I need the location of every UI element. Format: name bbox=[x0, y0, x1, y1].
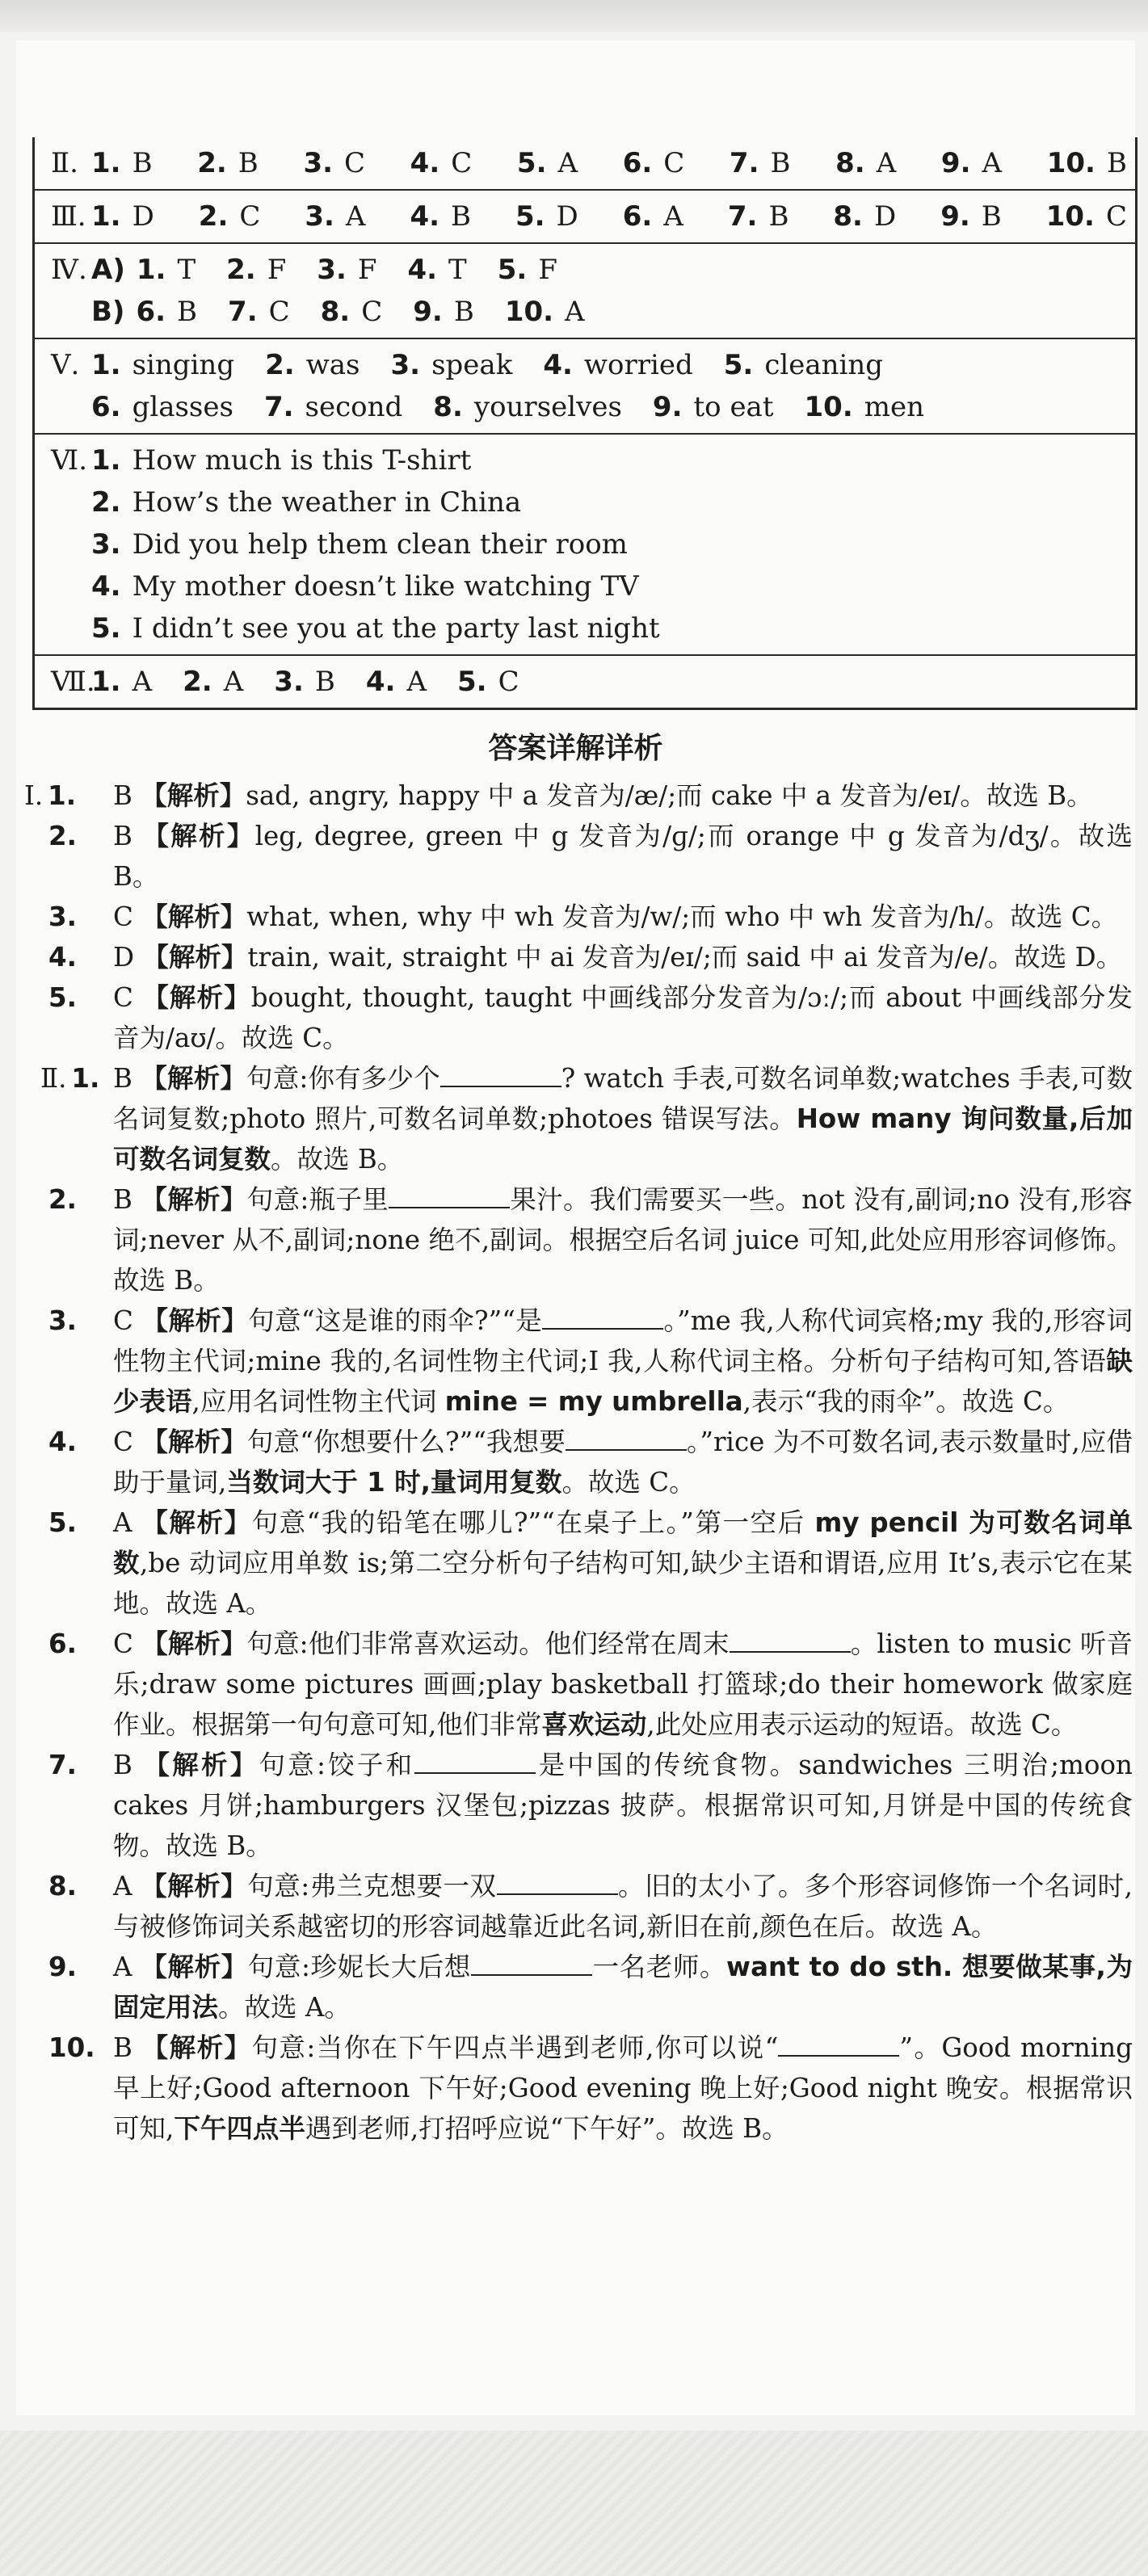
item-answer: C bbox=[1105, 200, 1127, 233]
item-number: 5. bbox=[457, 666, 487, 698]
answer-item bbox=[457, 666, 519, 698]
item-number: 5. bbox=[515, 200, 545, 233]
item-number: 7. bbox=[228, 296, 258, 328]
item-number: 2. bbox=[265, 349, 295, 381]
answer-items bbox=[91, 142, 1127, 184]
item-number: 2. bbox=[198, 200, 229, 233]
item-number: 3. bbox=[303, 147, 334, 179]
item-answer: How’s the weather in China bbox=[132, 486, 522, 519]
explanation-item: 3. C 【解析】句意“这是谁的雨伞?”“是 。”me 我,人称代词宾格;my 我的,形容词性物主代词;mine 我的,名词性物主代词;I 我,人称代词主格。分析句子结构可知,答语缺少表语,应用名词性物主代词 mine = my umbrella,表示“我的雨伞”。故选 C。 bbox=[48, 1305, 1133, 1417]
answer-item bbox=[197, 142, 259, 184]
item-answer: C bbox=[361, 296, 383, 328]
item-number: 9. bbox=[940, 200, 970, 233]
answer-blank bbox=[542, 1304, 663, 1330]
explanation-item: 3. C 【解析】what, when, why 中 wh 发音为/w/;而 who 中 wh 发音为/h/。故选 C。 bbox=[48, 901, 1118, 932]
item-answer: A bbox=[557, 147, 578, 179]
item-number: 6. bbox=[622, 147, 653, 179]
item-answer: A bbox=[223, 666, 244, 698]
item-number: 2. bbox=[226, 254, 256, 286]
item-number: 5. bbox=[497, 254, 528, 286]
answer-row-6 bbox=[35, 433, 1135, 654]
item-answer: cleaning bbox=[764, 349, 884, 381]
answer-item bbox=[183, 666, 243, 698]
item-number: 10. bbox=[1045, 200, 1095, 233]
answer-row-5 bbox=[35, 338, 1135, 433]
answer-item bbox=[264, 391, 402, 423]
item-answer: B bbox=[768, 200, 789, 233]
item-answer: D bbox=[556, 200, 578, 233]
item-answer: D bbox=[132, 200, 154, 233]
answer-item bbox=[410, 195, 471, 237]
section-label: Ⅴ. bbox=[51, 349, 80, 381]
answer-blank bbox=[440, 1061, 561, 1087]
item-number: 7. bbox=[727, 200, 758, 233]
item-answer: F bbox=[267, 254, 287, 286]
explanation-item: 7. B 【解析】句意:饺子和 是中国的传统食物。sandwiches 三明治;moon cakes 月饼;hamburgers 汉堡包;pizzas 披萨。根据常识可知,月饼是中国的传统食物。故选 B。 bbox=[48, 1750, 1133, 1861]
item-number: 4. bbox=[407, 254, 438, 286]
answer-row-3 bbox=[35, 189, 1135, 242]
answer-item bbox=[199, 195, 261, 237]
answer-item bbox=[835, 142, 896, 184]
item-number: 2. bbox=[91, 486, 121, 519]
item-answer: C bbox=[451, 147, 473, 179]
answer-item bbox=[321, 296, 383, 328]
answer-item bbox=[1046, 195, 1127, 237]
item-answer: D bbox=[873, 200, 897, 233]
answer-item bbox=[91, 391, 233, 423]
item-number: 10. bbox=[504, 296, 554, 328]
item-number: 9. bbox=[940, 147, 971, 179]
detail-explanations bbox=[24, 775, 1133, 2149]
explanation-item: 2. B 【解析】leg, degree, green 中 g 发音为/ɡ/;而 orange 中 g 发音为/dʒ/。故选 B。 bbox=[48, 821, 1133, 892]
answer-items bbox=[136, 291, 615, 333]
explanation-item: 5. C 【解析】bought, thought, taught 中画线部分发音为/ɔː/;而 about 中画线部分发音为/aʊ/。故选 C。 bbox=[48, 982, 1133, 1053]
answer-item bbox=[228, 296, 290, 328]
answer-row-2 bbox=[35, 137, 1135, 189]
item-answer: A bbox=[132, 666, 153, 698]
answer-item bbox=[940, 195, 1002, 237]
answer-item bbox=[91, 481, 521, 523]
item-number: 7. bbox=[729, 147, 759, 179]
item-answer: B bbox=[451, 200, 472, 233]
answer-item bbox=[303, 142, 365, 184]
part-label: A) bbox=[91, 254, 125, 286]
answer-blank bbox=[778, 2031, 899, 2057]
item-number: 4. bbox=[543, 349, 573, 381]
answer-item bbox=[91, 565, 639, 607]
item-answer: glasses bbox=[132, 391, 233, 423]
item-answer: A bbox=[876, 147, 897, 179]
item-answer: B bbox=[770, 147, 791, 179]
item-answer: I didn’t see you at the party last night bbox=[132, 612, 660, 645]
answer-item bbox=[91, 195, 154, 237]
item-answer: T bbox=[177, 254, 196, 286]
answer-blank bbox=[414, 1748, 536, 1774]
answer-row-7 bbox=[35, 654, 1135, 708]
explanation-item: 2. B 【解析】句意:瓶子里 果汁。我们需要买一些。not 没有,副词;no 没有,形容词;never 从不,副词;none 绝不,副词。根据空后名词 juice 可知,此处应用形容词修饰。故选 B。 bbox=[48, 1184, 1133, 1296]
answer-item bbox=[941, 142, 1002, 184]
sentence-line bbox=[51, 565, 1127, 607]
item-answer: B bbox=[314, 666, 335, 698]
section-label: Ⅲ. bbox=[51, 200, 86, 233]
answer-item bbox=[623, 195, 683, 237]
item-answer: worried bbox=[583, 349, 693, 381]
answer-item bbox=[517, 142, 578, 184]
item-answer: speak bbox=[431, 349, 513, 381]
item-number: 6. bbox=[136, 296, 166, 328]
item-answer: C bbox=[498, 666, 519, 698]
answer-item bbox=[407, 254, 466, 286]
item-answer: My mother doesn’t like watching TV bbox=[132, 570, 639, 603]
item-number: 1. bbox=[91, 200, 121, 233]
item-answer: T bbox=[448, 254, 467, 286]
answer-blank bbox=[566, 1425, 687, 1451]
detail-title: 答案详解详析 bbox=[488, 732, 663, 765]
item-number: 5. bbox=[91, 612, 121, 645]
answer-item bbox=[226, 254, 286, 286]
item-answer: C bbox=[268, 296, 290, 328]
answer-item bbox=[505, 296, 585, 328]
explanation-item: 5. A 【解析】句意“我的铅笔在哪儿?”“在桌子上。”第一空后 my pencil 为可数名词单数,be 动词应用单数 is;第二空分析句子结构可知,缺少主语和谓语,应用 It’s,表示它在某地。故选 A。 bbox=[48, 1507, 1133, 1619]
answer-item bbox=[317, 254, 376, 286]
item-number: 4. bbox=[410, 200, 440, 233]
item-number: 8. bbox=[320, 296, 351, 328]
item-number: 5. bbox=[723, 349, 754, 381]
item-answer: F bbox=[538, 254, 557, 286]
answer-item bbox=[413, 296, 474, 328]
explanation-item: 9. A 【解析】句意:珍妮长大后想 一名老师。want to do sth. 想要做某事,为固定用法。故选 A。 bbox=[48, 1952, 1133, 2023]
answer-blank bbox=[730, 1627, 851, 1653]
item-answer: A bbox=[406, 666, 427, 698]
item-answer: How much is this T-shirt bbox=[132, 444, 472, 477]
answer-item bbox=[498, 254, 557, 286]
item-answer: A bbox=[345, 200, 366, 233]
item-number: 2. bbox=[183, 666, 212, 698]
sentence-line bbox=[51, 523, 1127, 565]
answer-item bbox=[305, 195, 365, 237]
answer-item bbox=[91, 142, 153, 184]
item-answer: F bbox=[357, 254, 377, 286]
answer-item bbox=[91, 349, 234, 381]
answer-item bbox=[391, 349, 513, 381]
answer-item bbox=[724, 349, 883, 381]
item-answer: B bbox=[981, 200, 1002, 233]
explanation-item: 4. D 【解析】train, wait, straight 中 ai 发音为/eɪ/;而 said 中 ai 发音为/e/。故选 D。 bbox=[48, 942, 1123, 973]
answer-item bbox=[366, 666, 427, 698]
item-number: 10. bbox=[804, 391, 853, 423]
explanation-item: Ⅱ. 1. B 【解析】句意:你有多少个 ? watch 手表,可数名词单数;watches 手表,可数名词复数;photo 照片,可数名词单数;photoes 错误写法。How many 询问数量,后加可数名词复数。故选 B。 bbox=[40, 1063, 1133, 1175]
item-answer: A bbox=[982, 147, 1003, 179]
item-answer: B bbox=[238, 147, 259, 179]
item-number: 6. bbox=[622, 200, 653, 233]
item-number: 4. bbox=[410, 147, 440, 179]
item-number: 1. bbox=[91, 666, 121, 698]
explanation-item: 4. C 【解析】句意“你想要什么?”“我想要 。”rice 为不可数名词,表示数量时,应借助于量词,当数词大于 1 时,量词用复数。故选 C。 bbox=[48, 1427, 1133, 1498]
item-answer: to eat bbox=[693, 391, 774, 423]
section-label: Ⅳ. bbox=[51, 254, 87, 286]
answer-item bbox=[410, 142, 473, 184]
answer-items bbox=[91, 661, 550, 703]
item-number: 8. bbox=[833, 200, 863, 233]
item-answer: B bbox=[1106, 147, 1127, 179]
answer-item bbox=[136, 296, 197, 328]
answer-item bbox=[137, 254, 196, 286]
answer-item bbox=[515, 195, 578, 237]
sentence-line bbox=[51, 481, 1127, 523]
item-answer: A bbox=[663, 200, 683, 233]
item-number: 7. bbox=[263, 391, 294, 423]
item-number: 3. bbox=[390, 349, 421, 381]
item-answer: B bbox=[132, 147, 153, 179]
answer-item bbox=[805, 391, 925, 423]
answer-blank bbox=[497, 1869, 618, 1895]
section-label: Ⅶ. bbox=[51, 666, 95, 698]
item-answer: second bbox=[305, 391, 403, 423]
answer-item bbox=[433, 391, 622, 423]
answer-item bbox=[91, 666, 152, 698]
item-number: 5. bbox=[516, 147, 547, 179]
answer-item bbox=[91, 607, 660, 649]
item-number: 1. bbox=[91, 444, 121, 477]
answer-row-4 bbox=[35, 242, 1135, 338]
answer-items bbox=[91, 344, 914, 386]
item-number: 3. bbox=[305, 200, 334, 233]
answer-items bbox=[137, 249, 588, 291]
scan-bottom-band bbox=[0, 2431, 1148, 2576]
answer-items bbox=[91, 195, 1127, 237]
item-answer: was bbox=[305, 349, 360, 381]
item-answer: men bbox=[864, 391, 924, 423]
sentence-line bbox=[51, 607, 1127, 649]
item-number: 8. bbox=[835, 147, 865, 179]
answer-item bbox=[91, 444, 471, 477]
answer-item bbox=[274, 666, 335, 698]
scan-top-band bbox=[0, 0, 1148, 32]
item-number: 3. bbox=[91, 528, 121, 561]
item-number: 9. bbox=[652, 391, 683, 423]
part-label: B) bbox=[91, 296, 125, 328]
item-answer: B bbox=[453, 296, 474, 328]
item-answer: B bbox=[177, 296, 198, 328]
item-answer: A bbox=[565, 296, 585, 328]
item-answer: Did you help them clean their room bbox=[132, 528, 628, 561]
item-number: 1. bbox=[91, 147, 121, 179]
answer-item bbox=[833, 195, 896, 237]
answer-item bbox=[653, 391, 774, 423]
item-number: 1. bbox=[136, 254, 166, 286]
section-label: Ⅱ. bbox=[51, 147, 78, 179]
explanation-item: Ⅰ. 1. B 【解析】sad, angry, happy 中 a 发音为/æ/;而 cake 中 a 发音为/eɪ/。故选 B。 bbox=[24, 780, 1093, 811]
item-number: 6. bbox=[91, 391, 121, 423]
item-number: 9. bbox=[413, 296, 443, 328]
item-number: 3. bbox=[317, 254, 347, 286]
item-number: 1. bbox=[91, 349, 121, 381]
answer-item bbox=[1047, 142, 1127, 184]
answer-blank bbox=[389, 1183, 510, 1208]
item-number: 8. bbox=[433, 391, 463, 423]
item-number: 3. bbox=[274, 666, 304, 698]
item-number: 4. bbox=[365, 666, 396, 698]
item-answer: singing bbox=[132, 349, 235, 381]
answer-item bbox=[265, 349, 360, 381]
answer-blank bbox=[471, 1950, 592, 1976]
item-number: 2. bbox=[197, 147, 227, 179]
item-answer: C bbox=[663, 147, 685, 179]
item-number: 4. bbox=[91, 570, 121, 603]
explanation-item: 8. A 【解析】句意:弗兰克想要一双 。旧的太小了。多个形容词修饰一个名词时,与被修饰词关系越密切的形容词越靠近此名词,新旧在前,颜色在后。故选 A。 bbox=[48, 1871, 1133, 1942]
answer-item bbox=[728, 195, 789, 237]
item-answer: C bbox=[344, 147, 366, 179]
answer-item bbox=[730, 142, 791, 184]
answer-key-box bbox=[32, 137, 1137, 710]
answer-item bbox=[543, 349, 692, 381]
section-label: Ⅵ. bbox=[51, 444, 88, 477]
item-number: 10. bbox=[1046, 147, 1095, 179]
answer-items bbox=[91, 386, 955, 428]
item-answer: yourselves bbox=[473, 391, 622, 423]
explanation-item: 10. B 【解析】句意:当你在下午四点半遇到老师,你可以说“ ”。Good morning 早上好;Good afternoon 下午好;Good evening 晚上好;Good night 晚安。根据常识可知,下午四点半遇到老师,打招呼应说“下午好”。故选 B。 bbox=[48, 2032, 1133, 2144]
answer-item bbox=[623, 142, 685, 184]
answer-page bbox=[16, 40, 1135, 2415]
item-answer: C bbox=[239, 200, 261, 233]
explanation-item: 6. C 【解析】句意:他们非常喜欢运动。他们经常在周末 。listen to music 听音乐;draw some pictures 画画;play basketball 打篮球;do their homework 做家庭作业。根据第一句句意可知,他们非常喜欢运动,此处应用表示运动的短语。故选 C。 bbox=[48, 1628, 1133, 1740]
answer-item bbox=[91, 523, 628, 565]
